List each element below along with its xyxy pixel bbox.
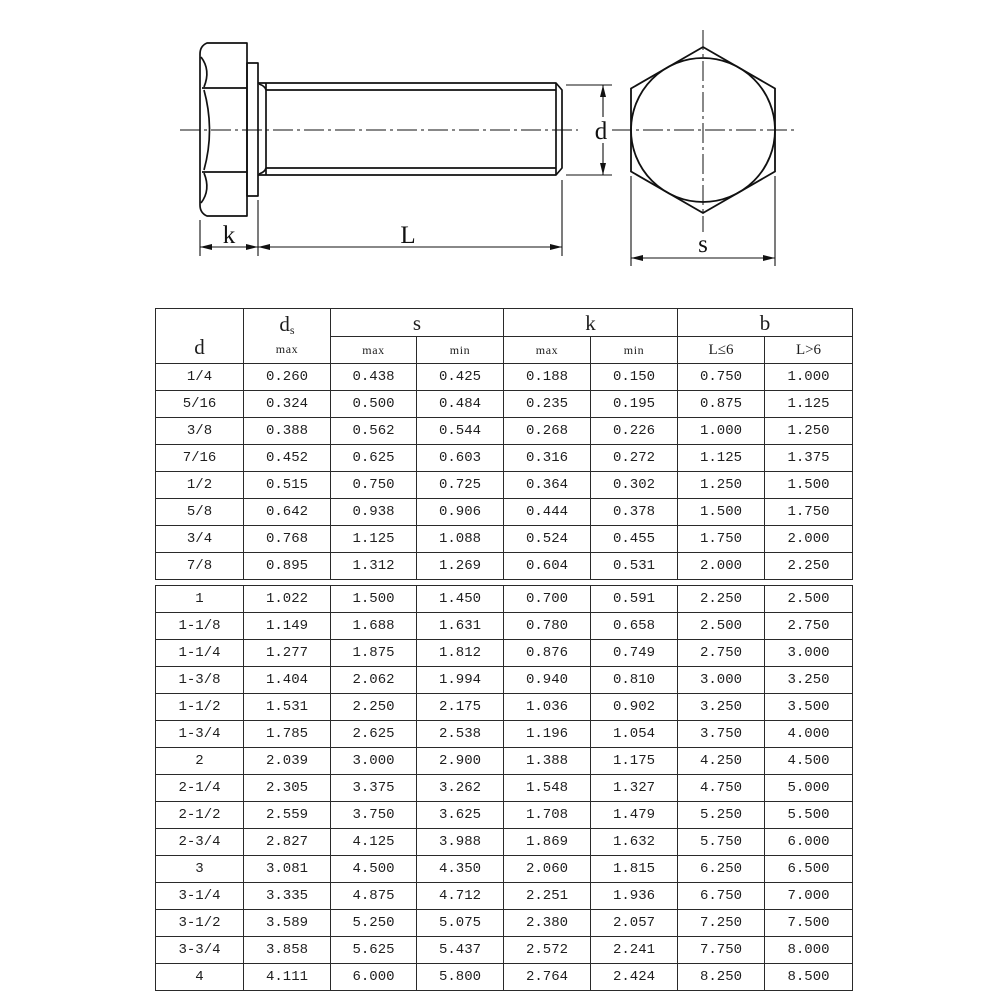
cell-s-min: 0.544 xyxy=(417,418,504,445)
cell-d: 1-1/8 xyxy=(156,613,244,640)
dimension-k-l xyxy=(200,180,562,256)
cell-s-min: 4.350 xyxy=(417,856,504,883)
cell-d: 2-3/4 xyxy=(156,829,244,856)
cell-k-min: 1.815 xyxy=(591,856,678,883)
cell-ds-max: 2.827 xyxy=(244,829,331,856)
cell-ds-max: 0.642 xyxy=(244,499,331,526)
cell-k-min: 0.272 xyxy=(591,445,678,472)
cell-b-short: 3.000 xyxy=(678,667,765,694)
cell-b-long: 3.500 xyxy=(765,694,853,721)
cell-d: 2 xyxy=(156,748,244,775)
cell-s-min: 1.812 xyxy=(417,640,504,667)
cell-s-max: 0.750 xyxy=(331,472,417,499)
cell-b-long: 7.000 xyxy=(765,883,853,910)
cell-k-min: 0.150 xyxy=(591,364,678,391)
cell-s-min: 1.088 xyxy=(417,526,504,553)
cell-ds-max: 1.785 xyxy=(244,721,331,748)
table-row xyxy=(156,910,853,937)
cell-ds-max: 0.895 xyxy=(244,553,331,580)
cell-s-max: 0.625 xyxy=(331,445,417,472)
table-row xyxy=(156,964,853,991)
cell-b-short: 1.000 xyxy=(678,418,765,445)
cell-b-short: 5.250 xyxy=(678,802,765,829)
cell-k-max: 2.764 xyxy=(504,964,591,991)
dimension-table-upper xyxy=(155,308,853,580)
cell-d: 3/8 xyxy=(156,418,244,445)
cell-k-max: 2.572 xyxy=(504,937,591,964)
cell-b-short: 1.750 xyxy=(678,526,765,553)
cell-s-max: 0.938 xyxy=(331,499,417,526)
cell-b-short: 2.250 xyxy=(678,586,765,613)
cell-s-max: 0.500 xyxy=(331,391,417,418)
cell-ds-max: 0.260 xyxy=(244,364,331,391)
cell-b-long: 8.500 xyxy=(765,964,853,991)
cell-b-long: 5.000 xyxy=(765,775,853,802)
header-d: d xyxy=(156,309,244,364)
head-chamfer-arc-upper xyxy=(201,57,207,87)
cell-s-min: 5.075 xyxy=(417,910,504,937)
cell-b-short: 1.250 xyxy=(678,472,765,499)
cell-s-min: 2.538 xyxy=(417,721,504,748)
dimension-table-lower xyxy=(155,585,853,991)
cell-b-long: 2.250 xyxy=(765,553,853,580)
cell-d: 4 xyxy=(156,964,244,991)
cell-ds-max: 3.858 xyxy=(244,937,331,964)
cell-b-long: 2.500 xyxy=(765,586,853,613)
cell-k-min: 1.175 xyxy=(591,748,678,775)
cell-ds-max: 2.305 xyxy=(244,775,331,802)
cell-ds-max: 0.324 xyxy=(244,391,331,418)
header-ds-max: max xyxy=(275,342,299,356)
table-row xyxy=(156,883,853,910)
cell-k-max: 0.700 xyxy=(504,586,591,613)
cell-b-short: 0.875 xyxy=(678,391,765,418)
cell-s-max: 1.125 xyxy=(331,526,417,553)
cell-s-min: 2.175 xyxy=(417,694,504,721)
table-row xyxy=(156,499,853,526)
cell-s-min: 2.900 xyxy=(417,748,504,775)
cell-s-max: 4.500 xyxy=(331,856,417,883)
cell-k-min: 0.749 xyxy=(591,640,678,667)
cell-ds-max: 1.277 xyxy=(244,640,331,667)
cell-k-min: 2.424 xyxy=(591,964,678,991)
cell-s-max: 3.750 xyxy=(331,802,417,829)
cell-d: 3-3/4 xyxy=(156,937,244,964)
cell-b-long: 1.375 xyxy=(765,445,853,472)
cell-k-min: 0.531 xyxy=(591,553,678,580)
cell-b-long: 1.750 xyxy=(765,499,853,526)
cell-k-min: 0.378 xyxy=(591,499,678,526)
table-row xyxy=(156,667,853,694)
cell-k-max: 1.388 xyxy=(504,748,591,775)
cell-b-short: 2.000 xyxy=(678,553,765,580)
cell-ds-max: 0.388 xyxy=(244,418,331,445)
table-body-lower xyxy=(156,586,853,991)
cell-ds-max: 0.768 xyxy=(244,526,331,553)
cell-k-min: 0.902 xyxy=(591,694,678,721)
table-row xyxy=(156,829,853,856)
cell-d: 1-3/4 xyxy=(156,721,244,748)
cell-k-max: 0.235 xyxy=(504,391,591,418)
cell-k-min: 0.226 xyxy=(591,418,678,445)
cell-b-short: 4.250 xyxy=(678,748,765,775)
cell-k-min: 0.810 xyxy=(591,667,678,694)
cell-s-min: 3.262 xyxy=(417,775,504,802)
table-row xyxy=(156,775,853,802)
cell-b-long: 7.500 xyxy=(765,910,853,937)
cell-b-short: 3.750 xyxy=(678,721,765,748)
header-ds-subscript: s xyxy=(289,323,295,337)
cell-s-max: 3.000 xyxy=(331,748,417,775)
cell-b-short: 8.250 xyxy=(678,964,765,991)
cell-k-min: 1.936 xyxy=(591,883,678,910)
cell-s-min: 1.994 xyxy=(417,667,504,694)
cell-d: 1/2 xyxy=(156,472,244,499)
cell-k-min: 2.241 xyxy=(591,937,678,964)
cell-ds-max: 3.589 xyxy=(244,910,331,937)
cell-b-short: 6.750 xyxy=(678,883,765,910)
table-row xyxy=(156,748,853,775)
cell-k-min: 1.632 xyxy=(591,829,678,856)
cell-k-max: 1.548 xyxy=(504,775,591,802)
header-ds xyxy=(244,309,331,364)
header-s: s xyxy=(331,309,504,337)
header-b: b xyxy=(678,309,853,337)
header-b-short: L≤6 xyxy=(678,337,765,364)
cell-b-short: 0.750 xyxy=(678,364,765,391)
table-row xyxy=(156,802,853,829)
cell-s-min: 0.603 xyxy=(417,445,504,472)
cell-k-max: 0.316 xyxy=(504,445,591,472)
cell-s-max: 4.875 xyxy=(331,883,417,910)
dimension-label-d: d xyxy=(594,118,608,145)
table-header-row xyxy=(156,309,853,337)
cell-s-min: 3.988 xyxy=(417,829,504,856)
cell-s-max: 0.562 xyxy=(331,418,417,445)
cell-b-short: 2.500 xyxy=(678,613,765,640)
cell-s-max: 2.062 xyxy=(331,667,417,694)
cell-b-long: 4.500 xyxy=(765,748,853,775)
cell-ds-max: 2.039 xyxy=(244,748,331,775)
cell-d: 1 xyxy=(156,586,244,613)
cell-b-long: 3.000 xyxy=(765,640,853,667)
cell-d: 7/8 xyxy=(156,553,244,580)
cell-s-min: 1.450 xyxy=(417,586,504,613)
cell-k-max: 0.364 xyxy=(504,472,591,499)
cell-b-long: 2.000 xyxy=(765,526,853,553)
cell-b-long: 1.000 xyxy=(765,364,853,391)
cell-k-max: 0.780 xyxy=(504,613,591,640)
cell-d: 1-1/4 xyxy=(156,640,244,667)
cell-k-max: 2.251 xyxy=(504,883,591,910)
cell-s-max: 1.312 xyxy=(331,553,417,580)
cell-k-min: 1.327 xyxy=(591,775,678,802)
cell-ds-max: 4.111 xyxy=(244,964,331,991)
cell-d: 1-3/8 xyxy=(156,667,244,694)
header-k-max: max xyxy=(504,337,591,364)
header-ds-label xyxy=(244,309,330,337)
cell-s-min: 3.625 xyxy=(417,802,504,829)
cell-k-max: 0.444 xyxy=(504,499,591,526)
cell-s-max: 0.438 xyxy=(331,364,417,391)
cell-d: 3-1/4 xyxy=(156,883,244,910)
cell-b-long: 2.750 xyxy=(765,613,853,640)
cell-s-max: 4.125 xyxy=(331,829,417,856)
cell-s-min: 1.631 xyxy=(417,613,504,640)
table-row xyxy=(156,694,853,721)
cell-b-short: 2.750 xyxy=(678,640,765,667)
table-row xyxy=(156,586,853,613)
head-chamfer-arc-lower xyxy=(201,173,207,203)
cell-d: 3/4 xyxy=(156,526,244,553)
table-row xyxy=(156,526,853,553)
cell-k-min: 2.057 xyxy=(591,910,678,937)
cell-b-long: 5.500 xyxy=(765,802,853,829)
header-s-max: max xyxy=(331,337,417,364)
cell-k-min: 1.479 xyxy=(591,802,678,829)
cell-s-max: 5.250 xyxy=(331,910,417,937)
cell-b-long: 1.500 xyxy=(765,472,853,499)
table-row xyxy=(156,640,853,667)
cell-k-max: 1.196 xyxy=(504,721,591,748)
dimension-label-l: L xyxy=(400,222,416,249)
cell-k-min: 0.455 xyxy=(591,526,678,553)
cell-s-min: 4.712 xyxy=(417,883,504,910)
cell-ds-max: 1.404 xyxy=(244,667,331,694)
cell-s-max: 5.625 xyxy=(331,937,417,964)
header-s-min: min xyxy=(417,337,504,364)
cell-k-min: 0.591 xyxy=(591,586,678,613)
cell-k-max: 0.604 xyxy=(504,553,591,580)
table-row xyxy=(156,721,853,748)
cell-s-min: 0.425 xyxy=(417,364,504,391)
cell-k-max: 0.268 xyxy=(504,418,591,445)
table-row xyxy=(156,613,853,640)
cell-s-min: 0.906 xyxy=(417,499,504,526)
table-row xyxy=(156,445,853,472)
cell-s-max: 6.000 xyxy=(331,964,417,991)
cell-k-min: 1.054 xyxy=(591,721,678,748)
cell-ds-max: 0.452 xyxy=(244,445,331,472)
thread-runout-curve-upper xyxy=(259,84,266,90)
header-b-long: L>6 xyxy=(765,337,853,364)
cell-s-max: 2.625 xyxy=(331,721,417,748)
cell-k-min: 0.658 xyxy=(591,613,678,640)
cell-d: 2-1/2 xyxy=(156,802,244,829)
cell-k-max: 0.940 xyxy=(504,667,591,694)
cell-k-min: 0.195 xyxy=(591,391,678,418)
dimension-label-s: s xyxy=(698,231,708,258)
dimension-label-k: k xyxy=(222,222,236,249)
cell-s-max: 1.875 xyxy=(331,640,417,667)
cell-k-max: 2.060 xyxy=(504,856,591,883)
cell-d: 3-1/2 xyxy=(156,910,244,937)
cell-k-max: 1.036 xyxy=(504,694,591,721)
cell-ds-max: 1.531 xyxy=(244,694,331,721)
cell-s-min: 5.437 xyxy=(417,937,504,964)
cell-k-max: 2.380 xyxy=(504,910,591,937)
cell-k-min: 0.302 xyxy=(591,472,678,499)
cell-d: 5/8 xyxy=(156,499,244,526)
cell-b-short: 6.250 xyxy=(678,856,765,883)
table-row xyxy=(156,937,853,964)
table-row xyxy=(156,553,853,580)
header-k: k xyxy=(504,309,678,337)
cell-ds-max: 1.022 xyxy=(244,586,331,613)
cell-ds-max: 0.515 xyxy=(244,472,331,499)
cell-s-min: 0.725 xyxy=(417,472,504,499)
cell-b-short: 4.750 xyxy=(678,775,765,802)
cell-b-short: 7.250 xyxy=(678,910,765,937)
table-row xyxy=(156,364,853,391)
header-ds-symbol: d xyxy=(279,312,290,336)
cell-b-short: 1.125 xyxy=(678,445,765,472)
cell-d: 5/16 xyxy=(156,391,244,418)
table-row xyxy=(156,391,853,418)
cell-s-min: 0.484 xyxy=(417,391,504,418)
cell-s-max: 1.500 xyxy=(331,586,417,613)
cell-b-long: 6.500 xyxy=(765,856,853,883)
cell-d: 1/4 xyxy=(156,364,244,391)
cell-b-long: 6.000 xyxy=(765,829,853,856)
cell-d: 7/16 xyxy=(156,445,244,472)
cell-s-max: 3.375 xyxy=(331,775,417,802)
bolt-shank-outline xyxy=(258,83,562,175)
cell-d: 1-1/2 xyxy=(156,694,244,721)
cell-b-long: 4.000 xyxy=(765,721,853,748)
cell-b-long: 1.125 xyxy=(765,391,853,418)
cell-ds-max: 3.081 xyxy=(244,856,331,883)
header-k-min: min xyxy=(591,337,678,364)
cell-b-long: 1.250 xyxy=(765,418,853,445)
thread-runout-curve-lower xyxy=(259,168,266,174)
table-row xyxy=(156,856,853,883)
cell-k-max: 1.869 xyxy=(504,829,591,856)
cell-k-max: 0.188 xyxy=(504,364,591,391)
bolt-drawing xyxy=(0,0,1000,300)
cell-d: 2-1/4 xyxy=(156,775,244,802)
cell-k-max: 0.876 xyxy=(504,640,591,667)
cell-ds-max: 1.149 xyxy=(244,613,331,640)
cell-k-max: 1.708 xyxy=(504,802,591,829)
cell-b-long: 3.250 xyxy=(765,667,853,694)
cell-k-max: 0.524 xyxy=(504,526,591,553)
cell-s-min: 5.800 xyxy=(417,964,504,991)
cell-b-short: 1.500 xyxy=(678,499,765,526)
table-row xyxy=(156,418,853,445)
cell-s-max: 1.688 xyxy=(331,613,417,640)
cell-d: 3 xyxy=(156,856,244,883)
cell-s-max: 2.250 xyxy=(331,694,417,721)
cell-b-long: 8.000 xyxy=(765,937,853,964)
cell-b-short: 7.750 xyxy=(678,937,765,964)
cell-s-min: 1.269 xyxy=(417,553,504,580)
cell-ds-max: 3.335 xyxy=(244,883,331,910)
cell-b-short: 5.750 xyxy=(678,829,765,856)
table-body-upper xyxy=(156,364,853,580)
cell-b-short: 3.250 xyxy=(678,694,765,721)
table-row xyxy=(156,472,853,499)
cell-ds-max: 2.559 xyxy=(244,802,331,829)
